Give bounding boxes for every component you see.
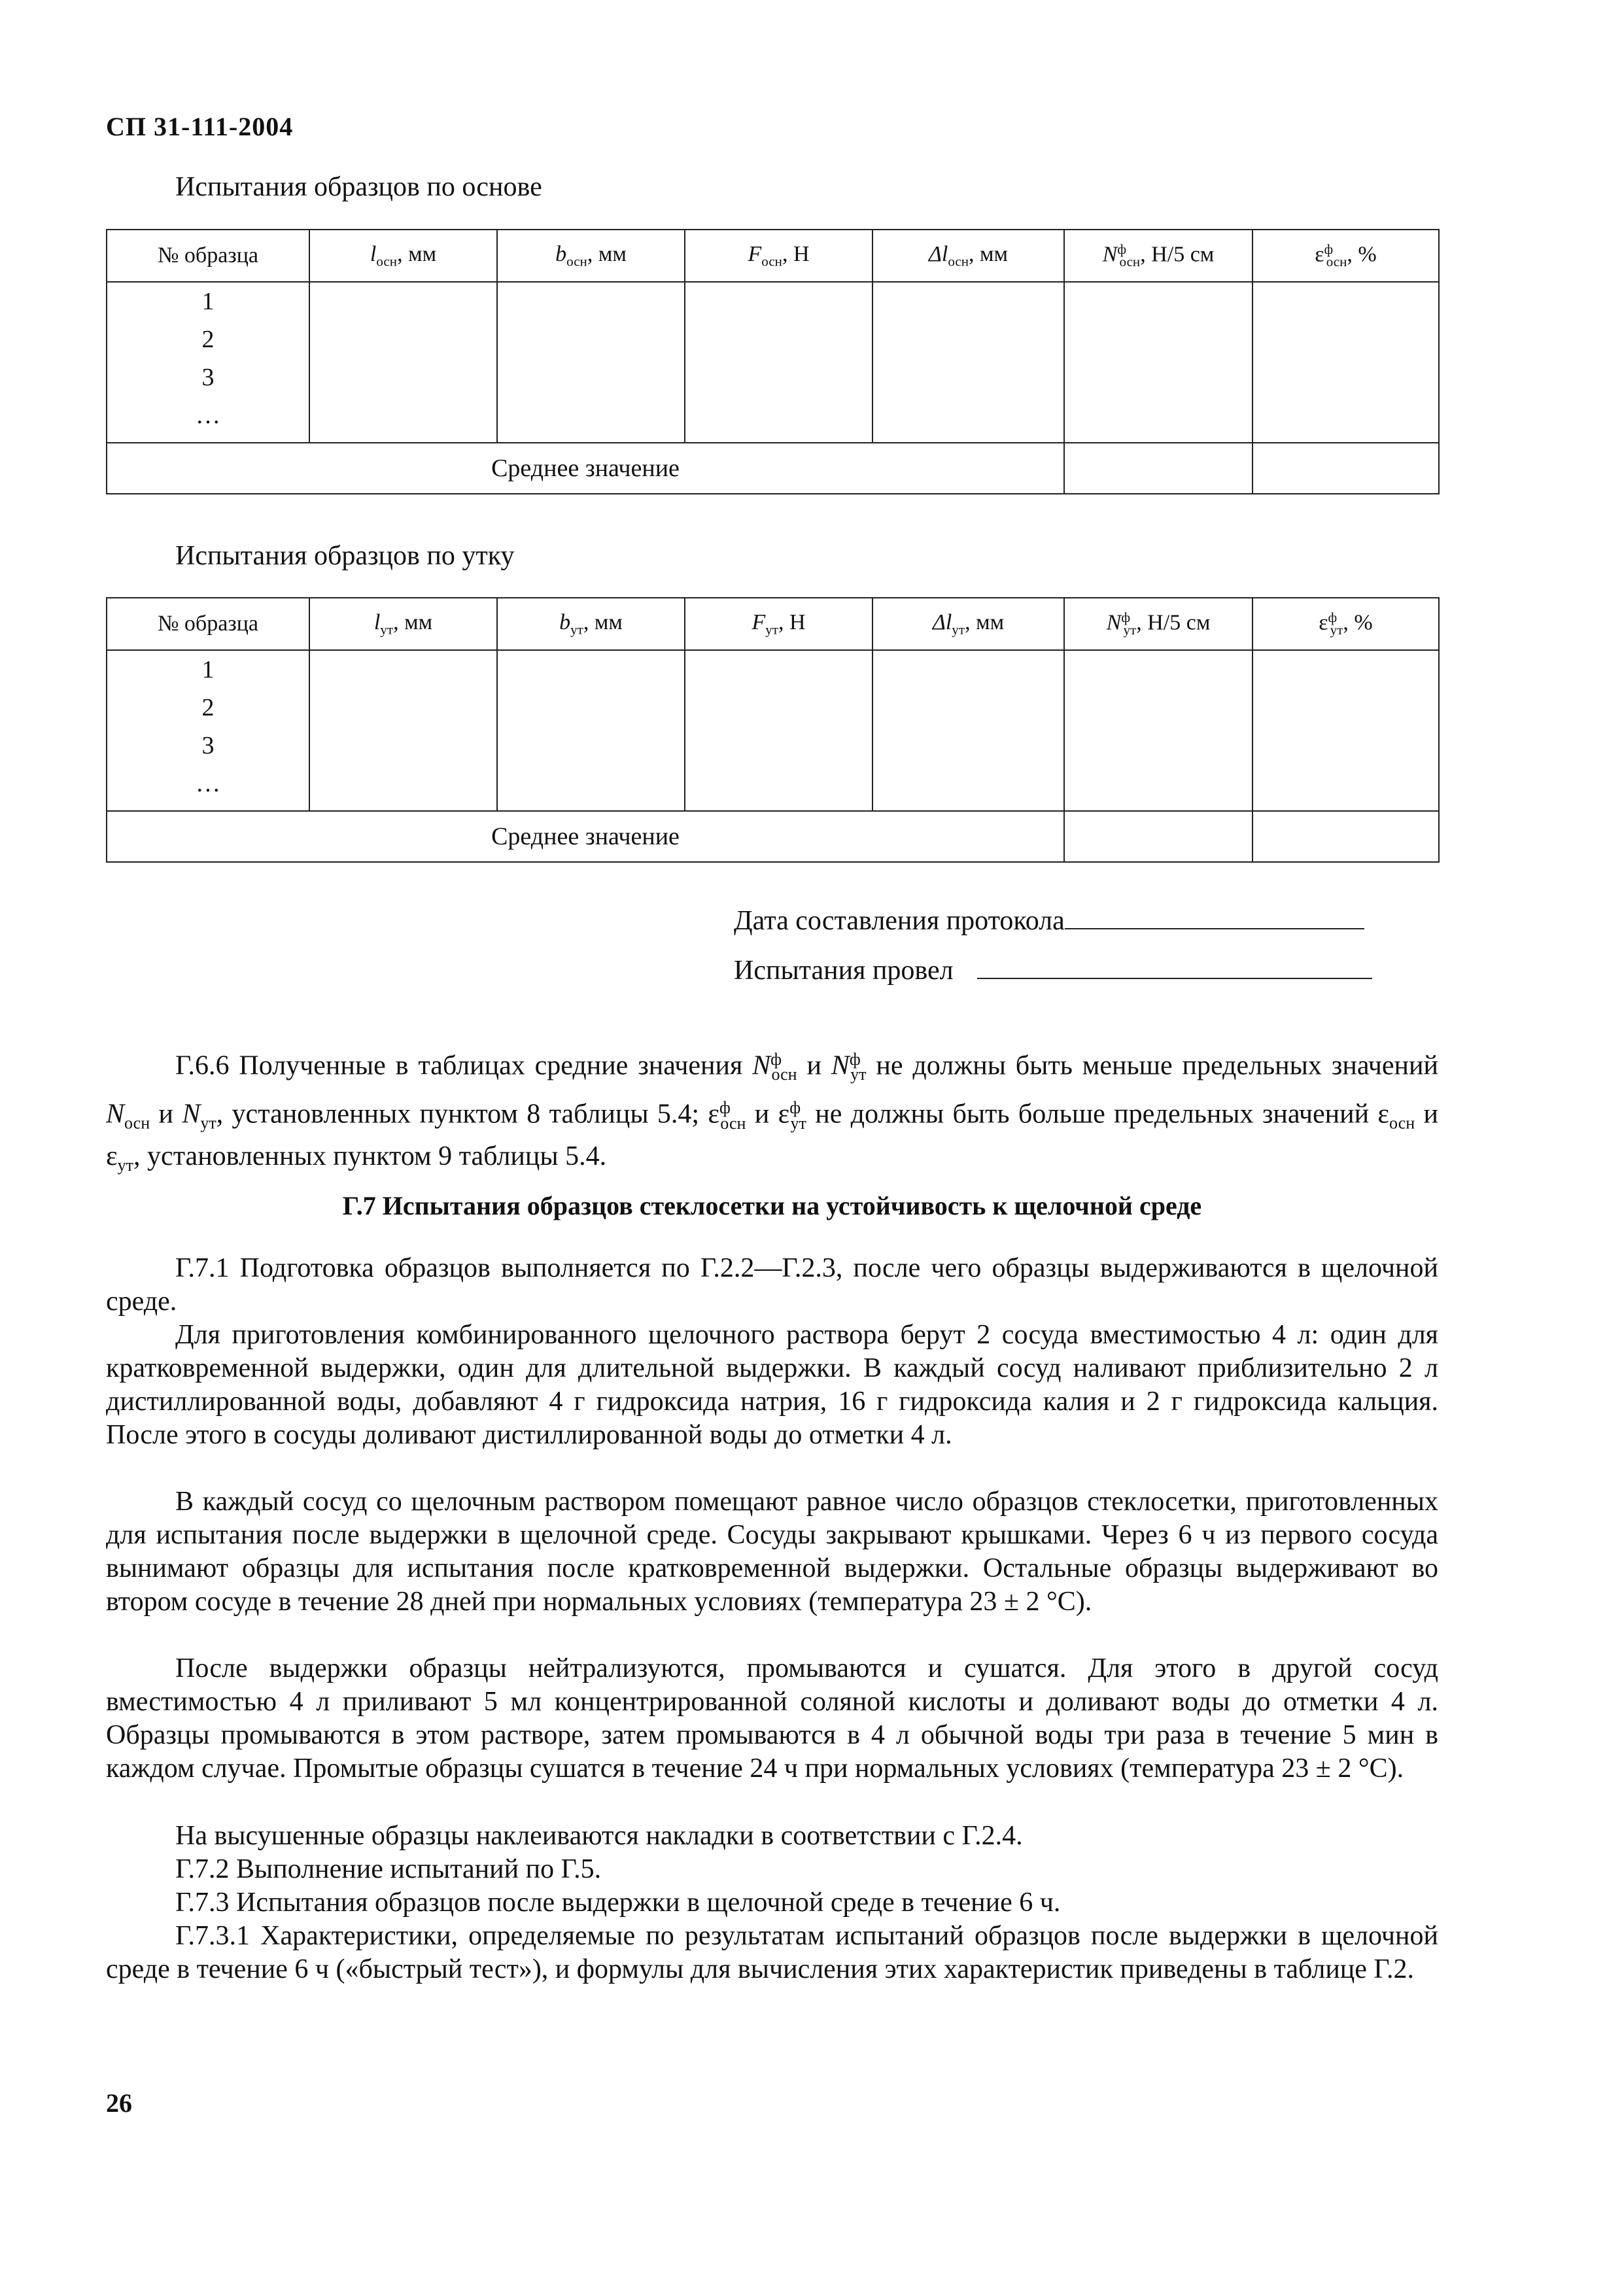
paragraph-vessel: В каждый сосуд со щелочным раствором помещают равное число образцов стеклосетки, приготовленных для испытания после выдержки в щелочной среде. Сосуды закрывают крышками. Через 6 ч из первого сосуда вынимают образцы для испытания после кратковременной выдержки. Остальные образцы выдерживают во втором сосуде в течение 28 дней при нормальных условиях (температура 23 ± 2 °С). [106,1487,1438,1617]
table-header-row [107,598,1439,650]
sample-number: … [196,402,220,429]
table-average-row [107,443,1439,494]
empty-cell [1253,443,1439,494]
section-heading-g7: Г.7 Испытания образцов стеклосетки на устойчивость к щелочной среде [342,1191,1202,1220]
column-header-width: $b_{ут}$, мм [497,598,685,650]
table-warp-tests [106,229,1440,494]
sample-number: 2 [201,694,215,721]
empty-cell [872,282,1064,443]
empty-cell [1064,811,1253,862]
paragraph-dried-samples: На высушенные образцы наклеиваются накладки в соответствии с Г.2.4. [175,1821,1023,1851]
page-number: 26 [106,2088,132,2118]
table1-caption: Испытания образцов по основе [175,172,542,202]
column-header-force: $F_{осн}$, Н [685,230,872,282]
empty-cell [1064,443,1253,494]
empty-cell [872,650,1064,811]
paragraph-g731: Г.7.3.1 Характеристики, определяемые по результатам испытаний образцов после выдержки в щелочной среде в течение 6 ч («быстрый тест»), и формулы для вычисления этих характеристик приведены в таблице Г.2. [106,1921,1438,1984]
protocol-date-line [734,905,1364,937]
sample-numbers-cell [107,650,309,811]
table-row [107,282,1439,443]
paragraph-g73: Г.7.3 Испытания образцов после выдержки в щелочной среде в течение 6 ч. [175,1888,1061,1918]
column-header-elongation: $\Delta l_{ут}$, мм [872,598,1064,650]
table2-caption: Испытания образцов по утку [175,541,515,571]
empty-cell [309,650,497,811]
column-header-length: $l_{осн}$, мм [309,230,497,282]
table-average-row [107,811,1439,862]
column-header-sample-number: № образца [107,230,309,282]
average-label: Среднее значение [107,443,1064,494]
table-header-row [107,230,1439,282]
empty-cell [1064,282,1253,443]
empty-cell [497,282,685,443]
empty-cell [1253,811,1439,862]
sample-number: 1 [201,656,215,683]
paragraph-g71: Г.7.1 Подготовка образцов выполняется по Г.2.2—Г.2.3, после чего образцы выдерживаются в щелочной среде. [106,1253,1438,1317]
column-header-tensile-strength: $N^ф_{ут}$, Н/5 см [1064,598,1253,650]
paragraph-neutralize: После выдержки образцы нейтрализуются, промываются и сушатся. Для этого в другой сосуд вместимостью 4 л приливают 5 мл концентрированной соляной кислоты и доливают воды до отметки 4 л. Образцы промываются в этом растворе, затем промываются в 4 л обычной воды три раза в течение 5 мин в каждом случае. Промытые образцы сушатся в течение 24 ч при нормальных условиях (температура 23 ± 2 °С). [106,1653,1438,1784]
empty-cell [685,282,872,443]
table-row [107,650,1439,811]
empty-cell [309,282,497,443]
tested-by-line [734,955,1372,986]
sample-number: 2 [201,326,215,353]
column-header-relative-elongation: $\varepsilon^ф_{ут}$, % [1253,598,1439,650]
document-code: СП 31-111-2004 [106,112,294,141]
protocol-date-label: Дата составления протокола [734,906,1065,936]
column-header-tensile-strength: $N^ф_{осн}$, Н/5 см [1064,230,1253,282]
sample-number: … [196,770,220,797]
empty-cell [1253,650,1439,811]
column-header-force: $F_{ут}$, Н [685,598,872,650]
column-header-sample-number: № образца [107,598,309,650]
paragraph-g66: Г.6.6 Полученные в таблицах средние значения $N^ф_{осн}$ и $N^ф_{ут}$ не должны быть меньше предельных значений $N_{осн}$ и $N_{ут}$, установленных пунктом 8 таблицы 5.4; $\varepsilon^ф_{осн}$ и $\varepsilon^ф_{ут}$ не должны быть больше предельных значений $\varepsilon_{осн}$ и $\varepsilon_{ут}$, установленных пунктом 9 таблицы 5.4. [106,1050,1438,1175]
average-label: Среднее значение [107,811,1064,862]
empty-cell [497,650,685,811]
table-weft-tests [106,597,1440,863]
sample-number: 3 [201,364,215,391]
column-header-elongation: $\Delta l_{осн}$, мм [872,230,1064,282]
paragraph-g72: Г.7.2 Выполнение испытаний по Г.5. [175,1854,602,1884]
tested-by-label: Испытания провел [734,956,954,986]
column-header-width: $b_{осн}$, мм [497,230,685,282]
empty-cell [685,650,872,811]
sample-number: 3 [201,732,215,759]
tester-blank-line[interactable] [977,971,1372,979]
paragraph-solution: Для приготовления комбинированного щелочного раствора берут 2 сосуда вместимостью 4 л: один для кратковременной выдержки, один для длительной выдержки. В каждый сосуд наливают приблизительно 2 л дистиллированной воды, добавляют 4 г гидроксида натрия, 16 г гидроксида калия и 2 г гидроксида кальция. После этого в сосуды доливают дистиллированной воды до отметки 4 л. [106,1320,1438,1450]
empty-cell [1064,650,1253,811]
column-header-length: $l_{ут}$, мм [309,598,497,650]
column-header-relative-elongation: $\varepsilon^ф_{осн}$, % [1253,230,1439,282]
sample-number: 1 [201,288,215,315]
sample-numbers-cell [107,282,309,443]
empty-cell [1253,282,1439,443]
date-blank-line[interactable] [1065,922,1364,929]
